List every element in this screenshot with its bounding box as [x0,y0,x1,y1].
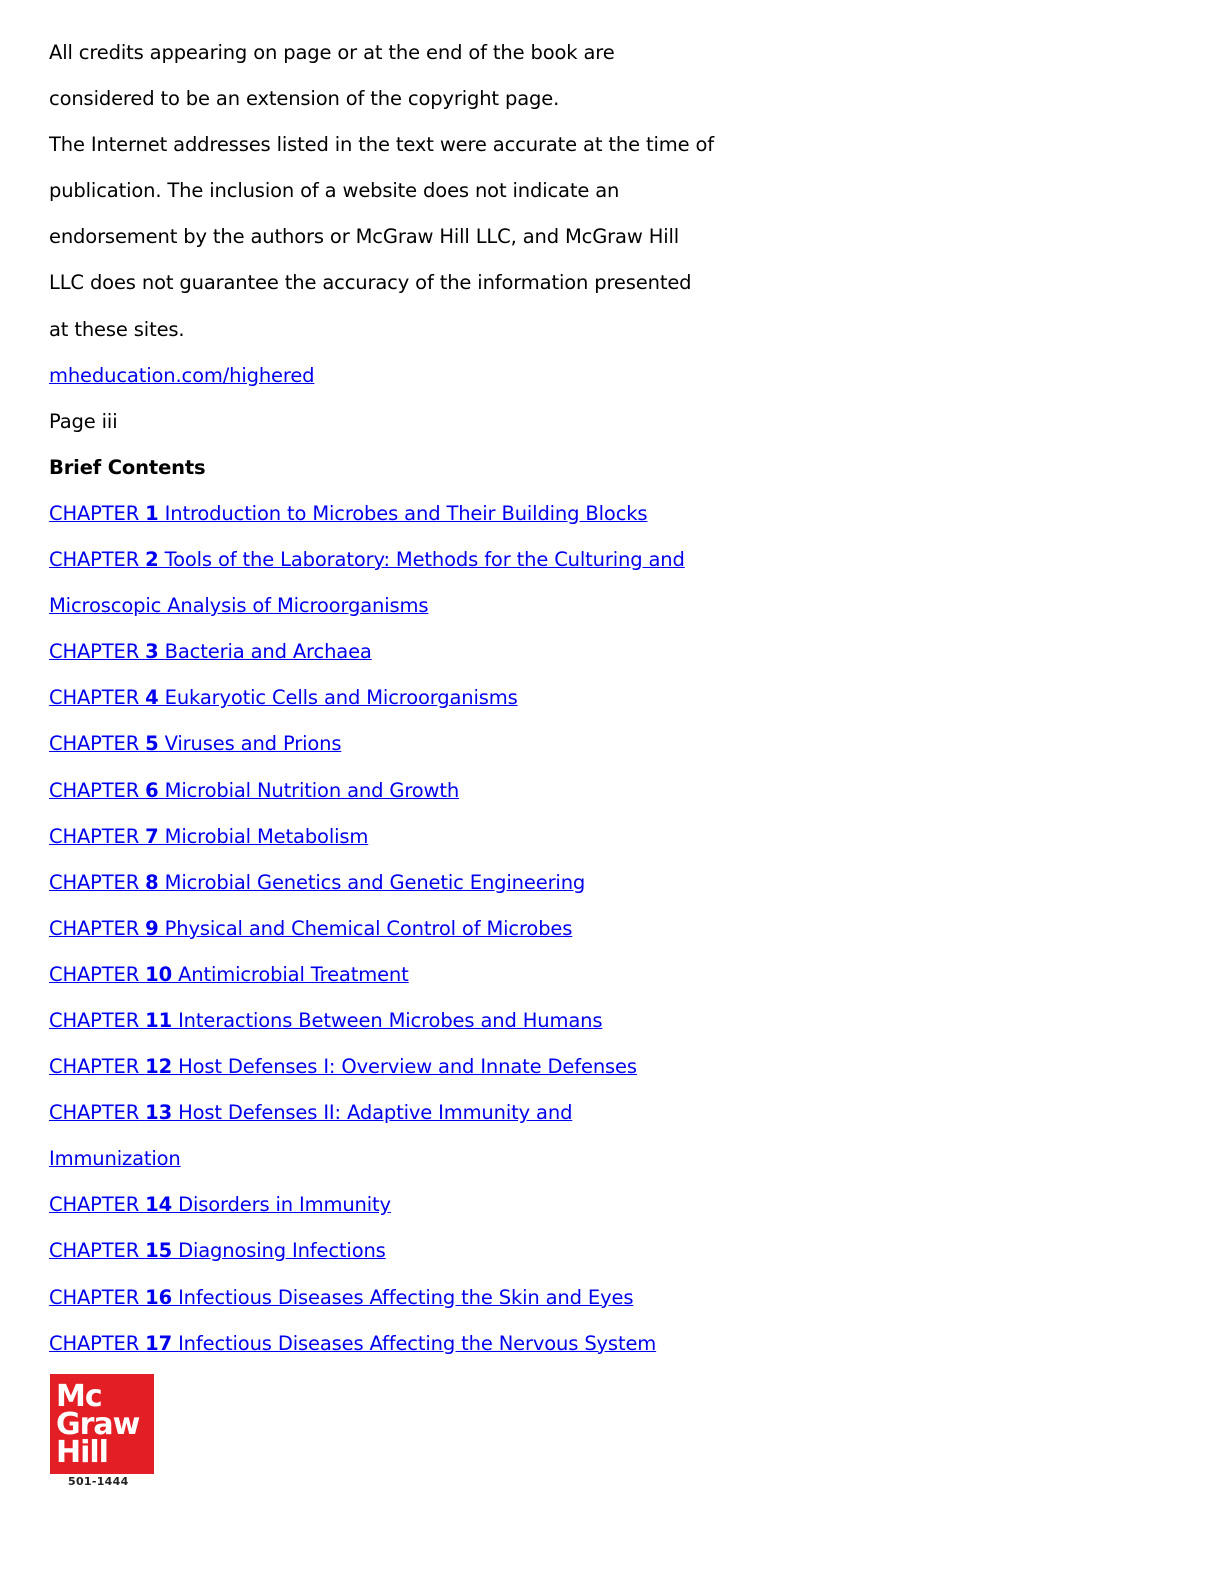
website-link[interactable]: mheducation.com/highered [49,363,315,387]
chapter-label: CHAPTER [49,1331,140,1355]
chapter-link-1[interactable] [49,502,647,525]
paragraph-line: LLC does not guarantee the accuracy of the information presented [49,271,692,295]
chapter-row [49,814,1179,860]
chapter-row [49,629,1179,675]
chapter-link-11[interactable] [49,1009,602,1032]
chapter-row [49,1090,1179,1136]
chapter-number: 6 [145,778,159,802]
chapter-number: 4 [145,686,159,710]
chapter-title: Tools of the Laboratory: Methods for the Culturing and [164,548,685,572]
chapter-title: Microbial Nutrition and Growth [164,778,460,802]
chapter-number: 13 [145,1101,173,1125]
chapter-label: CHAPTER [49,732,140,756]
chapter-link-2-continued[interactable]: Microscopic Analysis of Microorganisms [49,594,429,618]
chapter-title: Infectious Diseases Affecting the Skin and Eyes [178,1285,634,1309]
chapter-label: CHAPTER [49,916,140,940]
page-content [49,30,1179,1367]
chapter-label: CHAPTER [49,1239,140,1263]
paragraph-line: considered to be an extension of the copyright page. [49,87,560,111]
chapter-link-6[interactable] [49,779,459,802]
chapter-title: Host Defenses I: Overview and Innate Defenses [178,1055,637,1079]
chapter-title: Interactions Between Microbes and Humans [178,1008,603,1032]
chapter-number: 10 [145,962,173,986]
mcgraw-hill-logo [50,1374,154,1490]
chapter-number: 9 [145,916,159,940]
chapter-row [49,537,1179,583]
chapter-title: Viruses and Prions [164,732,342,756]
chapter-title: Microbial Genetics and Genetic Engineering [164,870,586,894]
chapter-title: Eukaryotic Cells and Microorganisms [164,686,518,710]
chapter-label: CHAPTER [49,824,140,848]
logo-word-mc: Mc [56,1379,102,1414]
paragraph-line: The Internet addresses listed in the text were accurate at the time of [49,133,714,157]
chapter-number: 1 [145,501,159,525]
chapter-label: CHAPTER [49,548,140,572]
chapter-label: CHAPTER [49,1055,140,1079]
chapter-number: 7 [145,824,159,848]
chapter-row [49,1228,1179,1274]
chapter-link-7[interactable] [49,825,368,848]
chapter-number: 11 [145,1008,173,1032]
logo-word-hill: Hill [56,1435,108,1470]
chapter-row [49,491,1179,537]
chapter-row [49,906,1179,952]
chapter-link-13[interactable] [49,1101,572,1124]
chapter-link-5[interactable] [49,732,341,755]
chapter-row-continued [49,583,1179,629]
chapter-title: Microbial Metabolism [164,824,369,848]
logo-code: 501-1444 [68,1475,129,1488]
chapter-label: CHAPTER [49,640,140,664]
chapter-link-12[interactable] [49,1055,637,1078]
chapter-label: CHAPTER [49,1008,140,1032]
chapter-list [49,491,1179,1367]
chapter-row [49,1044,1179,1090]
chapter-link-13-continued[interactable]: Immunization [49,1147,181,1171]
paragraph-line: at these sites. [49,317,185,341]
chapter-number: 12 [145,1055,173,1079]
chapter-row [49,768,1179,814]
chapter-row [49,1182,1179,1228]
chapter-number: 15 [145,1239,173,1263]
chapter-title: Antimicrobial Treatment [178,962,409,986]
logo-box [50,1374,154,1474]
chapter-title: Diagnosing Infections [178,1239,386,1263]
chapter-label: CHAPTER [49,1285,140,1309]
chapter-link-14[interactable] [49,1193,391,1216]
chapter-number: 8 [145,870,159,894]
chapter-row [49,998,1179,1044]
chapter-number: 14 [145,1193,173,1217]
chapter-row [49,952,1179,998]
chapter-row [49,721,1179,767]
chapter-title: Host Defenses II: Adaptive Immunity and [178,1101,573,1125]
chapter-title: Bacteria and Archaea [164,640,372,664]
chapter-label: CHAPTER [49,870,140,894]
chapter-link-15[interactable] [49,1239,386,1262]
chapter-link-17[interactable] [49,1332,656,1355]
paragraph-line: All credits appearing on page or at the end of the book are [49,41,615,64]
page-number: Page iii [49,409,118,433]
chapter-label: CHAPTER [49,501,140,525]
logo-word-graw: Graw [56,1407,140,1442]
chapter-row-continued [49,1136,1179,1182]
chapter-link-4[interactable] [49,686,518,709]
chapter-link-16[interactable] [49,1286,633,1309]
chapter-link-8[interactable] [49,871,585,894]
chapter-link-10[interactable] [49,963,409,986]
chapter-title: Physical and Chemical Control of Microbes [164,916,573,940]
chapter-row [49,1321,1179,1367]
chapter-label: CHAPTER [49,778,140,802]
paragraph-line: endorsement by the authors or McGraw Hill LLC, and McGraw Hill [49,225,680,249]
chapter-title: Disorders in Immunity [178,1193,391,1217]
chapter-number: 5 [145,732,159,756]
chapter-number: 3 [145,640,159,664]
chapter-row [49,1275,1179,1321]
paragraph-line: publication. The inclusion of a website does not indicate an [49,179,620,203]
chapter-link-9[interactable] [49,917,572,940]
chapter-label: CHAPTER [49,686,140,710]
brief-contents-heading: Brief Contents [49,455,206,479]
chapter-title: Infectious Diseases Affecting the Nervous System [178,1331,657,1355]
chapter-number: 2 [145,548,159,572]
chapter-row [49,860,1179,906]
chapter-label: CHAPTER [49,1101,140,1125]
chapter-label: CHAPTER [49,962,140,986]
chapter-link-2[interactable] [49,548,685,571]
chapter-title: Introduction to Microbes and Their Building Blocks [164,501,648,525]
chapter-label: CHAPTER [49,1193,140,1217]
chapter-row [49,675,1179,721]
chapter-number: 17 [145,1331,173,1355]
chapter-link-3[interactable] [49,640,372,663]
website-link-row [49,353,1179,399]
chapter-number: 16 [145,1285,173,1309]
